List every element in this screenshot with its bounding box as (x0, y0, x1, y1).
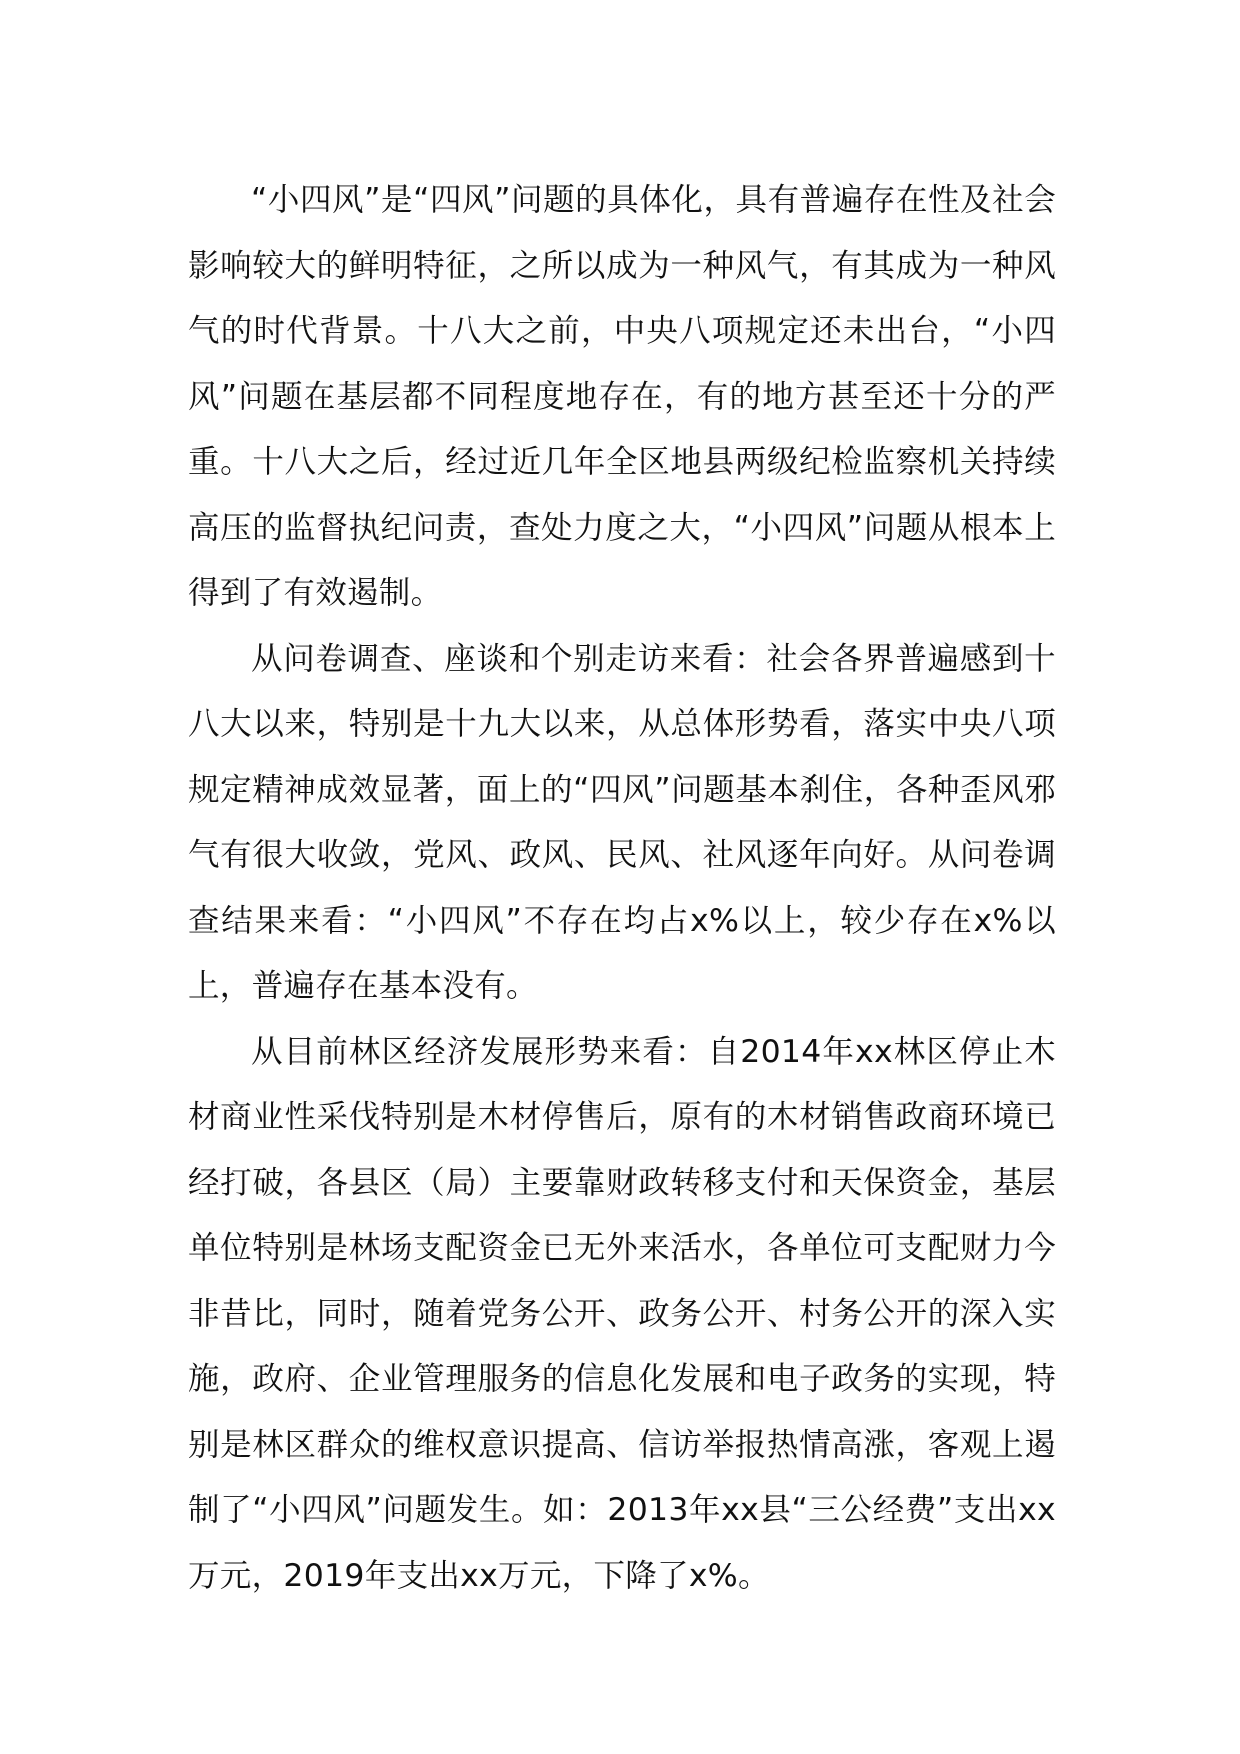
paragraph-1: “小四风”是“四风”问题的具体化，具有普遍存在性及社会影响较大的鲜明特征，之所以成为一种风气，有其成为一种风气的时代背景。十八大之前，中央八项规定还未出台，“小四风”问题在基层都不同程度地存在，有的地方甚至还十分的严重。十八大之后，经过近几年全区地县两级纪检监察机关持续高压的监督执纪问责，查处力度之大，“小四风”问题从根本上得到了有效遏制。 (188, 182, 1056, 611)
paragraph-3: 从目前林区经济发展形势来看：自2014年xx林区停止木材商业性采伐特别是木材停售后，原有的木材销售政商环境已经打破，各县区（局）主要靠财政转移支付和天保资金，基层单位特别是林场支配资金已无外来活水，各单位可支配财力今非昔比，同时，随着党务公开、政务公开、村务公开的深入实施，政府、企业管理服务的信息化发展和电子政务的实现，特别是林区群众的维权意识提高、信访举报热情高涨，客观上遏制了“小四风”问题发生。如：2013年xx县“三公经费”支出xx万元，2019年支出xx万元，下降了x%。 (188, 1033, 1056, 1594)
paragraph-2: 从问卷调查、座谈和个别走访来看：社会各界普遍感到十八大以来，特别是十九大以来，从总体形势看，落实中央八项规定精神成效显著，面上的“四风”问题基本刹住，各种歪风邪气有很大收敛，党风、政风、民风、社风逐年向好。从问卷调查结果来看：“小四风”不存在均占x%以上，较少存在x%以上，普遍存在基本没有。 (188, 640, 1056, 1004)
document-body (188, 168, 1056, 1609)
